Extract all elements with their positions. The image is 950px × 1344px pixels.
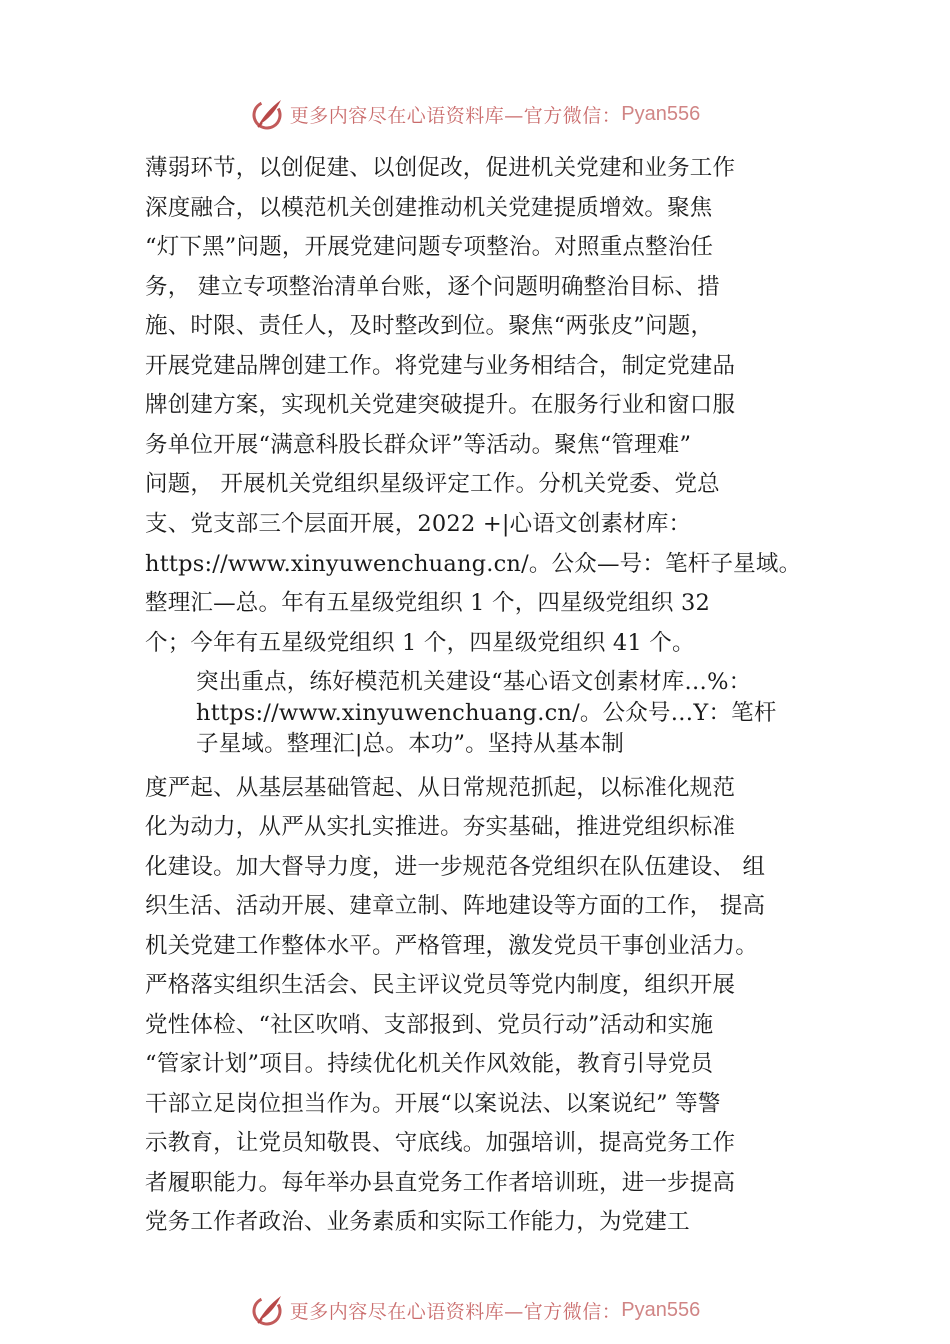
body-line: 薄弱环节，以创促建、以创促改，促进机关党建和业务工作 xyxy=(145,155,736,181)
quill-logo-icon xyxy=(250,1292,286,1328)
body-line: 务， 建立专项整治清单台账，逐个问题明确整治目标、措 xyxy=(145,274,720,300)
body-line: 支、党支部三个层面开展，2022 +|心语文创素材库： xyxy=(145,511,692,537)
body-line: “灯下黑”问题，开展党建问题专项整治。对照重点整治任 xyxy=(145,234,714,260)
header-wechat-id: Pyan556 xyxy=(621,102,701,125)
body-line-indented: https://www.xinyuwenchuang.cn/。公众号…Y：笔杆 xyxy=(196,700,777,726)
body-line: 深度融合，以模范机关创建推动机关党建提质增效。聚焦 xyxy=(145,195,713,221)
body-line: 机关党建工作整体水平。严格管理，激发党员干事创业活力。 xyxy=(145,933,758,959)
body-line: 织生活、活动开展、建章立制、阵地建设等方面的工作， 提高 xyxy=(145,893,766,919)
body-line: 党务工作者政治、业务素质和实际工作能力，为党建工 xyxy=(145,1209,690,1235)
footer-wechat-id: Pyan556 xyxy=(621,1298,701,1321)
body-line: 干部立足岗位担当作为。开展“以案说法、以案说纪” 等警 xyxy=(145,1091,721,1117)
body-line: 严格落实组织生活会、民主评议党员等党内制度，组织开展 xyxy=(145,972,736,998)
body-line-indented: 子星域。整理汇|总。本功”。坚持从基本制 xyxy=(196,731,625,757)
footer-slogan: 更多内容尽在心语资料库—官方微信： xyxy=(289,1300,622,1323)
body-line: 整理汇—总。年有五星级党组织 1 个，四星级党组织 32 xyxy=(145,590,711,616)
body-line: 度严起、从基层基础管起、从日常规范抓起，以标准化规范 xyxy=(145,775,736,801)
quill-logo-icon xyxy=(250,96,286,132)
body-line: 化建设。加大督导力度，进一步规范各党组织在队伍建设、 组 xyxy=(145,854,766,880)
body-line: 问题， 开展机关党组织星级评定工作。分机关党委、党总 xyxy=(145,471,720,497)
body-line: “管家计划”项目。持续优化机关作风效能，教育引导党员 xyxy=(145,1051,714,1077)
body-line: https://www.xinyuwenchuang.cn/。公众—号：笔杆子星域。 xyxy=(145,551,802,577)
body-line: 者履职能力。每年举办县直党务工作者培训班，进一步提高 xyxy=(145,1170,736,1196)
body-line: 施、时限、责任人，及时整改到位。聚焦“两张皮”问题， xyxy=(145,313,714,339)
body-line: 化为动力，从严从实扎实推进。夯实基础，推进党组织标准 xyxy=(145,814,736,840)
body-line: 务单位开展“满意科股长群众评”等活动。聚焦“管理难” xyxy=(145,432,692,458)
body-line-indented: 突出重点，练好模范机关建设“基心语文创素材库…%： xyxy=(196,669,752,695)
footer-watermark-banner xyxy=(0,1290,950,1330)
body-line: 开展党建品牌创建工作。将党建与业务相结合，制定党建品 xyxy=(145,353,736,379)
header-watermark-banner xyxy=(0,94,950,134)
body-line: 党性体检、“社区吹哨、支部报到、党员行动”活动和实施 xyxy=(145,1012,714,1038)
body-line: 牌创建方案，实现机关党建突破提升。在服务行业和窗口服 xyxy=(145,392,736,418)
header-slogan: 更多内容尽在心语资料库—官方微信： xyxy=(289,104,622,127)
body-line: 示教育，让党员知敬畏、守底线。加强培训，提高党务工作 xyxy=(145,1130,736,1156)
body-line: 个；今年有五星级党组织 1 个，四星级党组织 41 个。 xyxy=(145,630,695,656)
